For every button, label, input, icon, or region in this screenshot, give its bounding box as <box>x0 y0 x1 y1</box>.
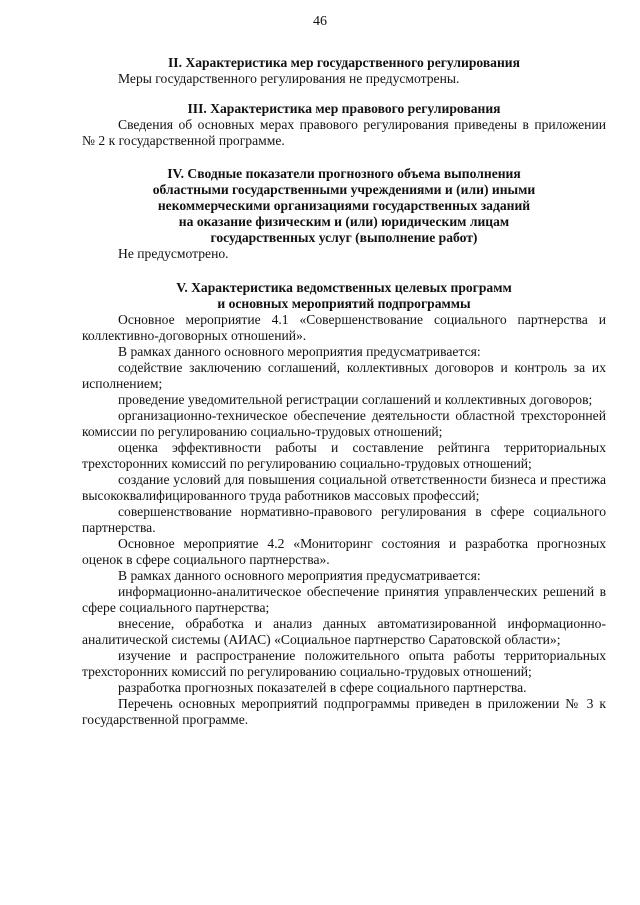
list-item: совершенствование нормативно-правового регулирования в сфере социального партнерства. <box>82 504 606 535</box>
list-item: организационно-техническое обеспечение деятельности областной трехсторонней комиссии по регулированию социально-трудовых отношений; <box>82 408 606 439</box>
page-content <box>82 55 606 728</box>
paragraph: Сведения об основных мерах правового регулирования приведены в приложении № 2 к государственной программе. <box>82 117 606 148</box>
list-item: разработка прогнозных показателей в сфере социального партнерства. <box>118 680 527 695</box>
paragraph: В рамках данного основного мероприятия предусматривается: <box>118 344 481 359</box>
spacer <box>82 262 606 280</box>
section-iv <box>82 166 606 262</box>
section-v <box>82 280 606 728</box>
list-item: создание условий для повышения социальной ответственности бизнеса и престижа высококвалифицированного труда работников массовых профессий; <box>82 472 606 503</box>
page-number: 46 <box>313 14 327 29</box>
paragraph: Основное мероприятие 4.2 «Мониторинг состояния и разработка прогнозных оценок в сфере социального партнерства». <box>82 536 606 567</box>
paragraph: Меры государственного регулирования не предусмотрены. <box>118 71 460 86</box>
section-heading-line: на оказание физическим и (или) юридическим лицам <box>178 214 510 229</box>
section-ii <box>82 55 606 87</box>
list-item: проведение уведомительной регистрации соглашений и коллективных договоров; <box>118 392 593 407</box>
list-item: изучение и распространение положительного опыта работы территориальных трехсторонних комиссий по регулированию социально-трудовых отношений; <box>82 648 606 679</box>
section-heading-line: некоммерческими организациями государственных заданий <box>157 198 531 213</box>
list-item: информационно-аналитическое обеспечение принятия управленческих решений в сфере социального партнерства; <box>82 584 606 615</box>
section-heading-line: областными государственными учреждениями и (или) иными <box>152 182 536 197</box>
section-iii <box>82 101 606 149</box>
list-item: внесение, обработка и анализ данных автоматизированной информационно-аналитической системы (АИАС) «Социальное партнерство Саратовской области»; <box>82 616 606 647</box>
list-item: содействие заключению соглашений, коллективных договоров и контроль за их исполнением; <box>82 360 606 391</box>
section-heading-line: государственных услуг (выполнение работ) <box>210 230 478 245</box>
spacer <box>82 149 606 166</box>
section-heading: II. Характеристика мер государственного регулирования <box>168 55 520 70</box>
section-heading-line: и основных мероприятий подпрограммы <box>217 296 471 311</box>
paragraph: Не предусмотрено. <box>118 246 229 261</box>
section-heading-line: V. Характеристика ведомственных целевых программ <box>176 280 512 295</box>
paragraph: В рамках данного основного мероприятия предусматривается: <box>118 568 481 583</box>
section-heading: III. Характеристика мер правового регулирования <box>187 101 501 116</box>
spacer <box>82 87 606 101</box>
section-heading-line: IV. Сводные показатели прогнозного объема выполнения <box>167 166 521 181</box>
list-item: оценка эффективности работы и составление рейтинга территориальных трехсторонних комиссий по регулированию социально-трудовых отношений; <box>82 440 606 471</box>
paragraph: Перечень основных мероприятий подпрограммы приведен в приложении № 3 к государственной программе. <box>82 696 606 727</box>
paragraph: Основное мероприятие 4.1 «Совершенствование социального партнерства и коллективно-договорных отношений». <box>82 312 606 343</box>
